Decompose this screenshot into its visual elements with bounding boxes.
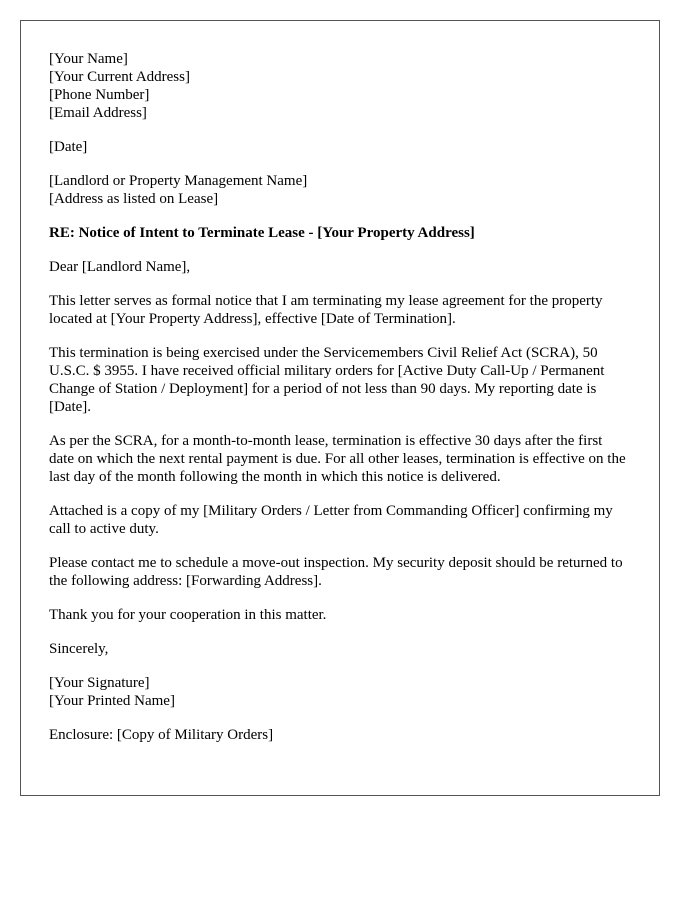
letter-document: [20, 20, 660, 796]
enclosure-block: [49, 726, 631, 744]
letter-date: [Date]: [49, 139, 88, 155]
sender-name: [Your Name]: [49, 51, 128, 67]
signature-block: [49, 674, 631, 710]
sender-block: [49, 50, 631, 122]
closing-block: [49, 640, 631, 658]
sender-phone: [Phone Number]: [49, 87, 150, 103]
closing: Sincerely,: [49, 641, 109, 657]
body-paragraph-scra: This termination is being exercised under the Servicemembers Civil Relief Act (SCRA), 50 U.S.C. $ 3955. I have received official military orders for [Active Duty Call-Up / Permanent Change of Station / Deployment] for a period of not less than 90 days. My reporting date is [Date].: [49, 345, 605, 415]
sender-email: [Email Address]: [49, 105, 147, 121]
enclosure-line: Enclosure: [Copy of Military Orders]: [49, 727, 274, 743]
date-block: [49, 138, 631, 156]
body-paragraph-notice: This letter serves as formal notice that I am terminating my lease agreement for the property located at [Your Property Address], effective [Date of Termination].: [49, 293, 603, 327]
subject-block: [49, 224, 631, 242]
recipient-address: [Address as listed on Lease]: [49, 191, 219, 207]
subject-line: RE: Notice of Intent to Terminate Lease - [Your Property Address]: [49, 225, 475, 241]
printed-name: [Your Printed Name]: [49, 693, 175, 709]
body-paragraph-attachment: Attached is a copy of my [Military Orders / Letter from Commanding Officer] confirming my call to active duty.: [49, 503, 613, 537]
salutation: Dear [Landlord Name],: [49, 259, 191, 275]
salutation-block: [49, 258, 631, 276]
signature-placeholder: [Your Signature]: [49, 675, 150, 691]
body-paragraph-effective-date: As per the SCRA, for a month-to-month lease, termination is effective 30 days after the first date on which the next rental payment is due. For all other leases, termination is effective on the last day of the month following the month in which this notice is delivered.: [49, 433, 626, 485]
recipient-block: [49, 172, 631, 208]
sender-address: [Your Current Address]: [49, 69, 190, 85]
body-paragraph-thanks: Thank you for your cooperation in this matter.: [49, 607, 327, 623]
recipient-name: [Landlord or Property Management Name]: [49, 173, 308, 189]
body-paragraph-deposit: Please contact me to schedule a move-out inspection. My security deposit should be returned to the following address: [Forwarding Address].: [49, 555, 623, 589]
